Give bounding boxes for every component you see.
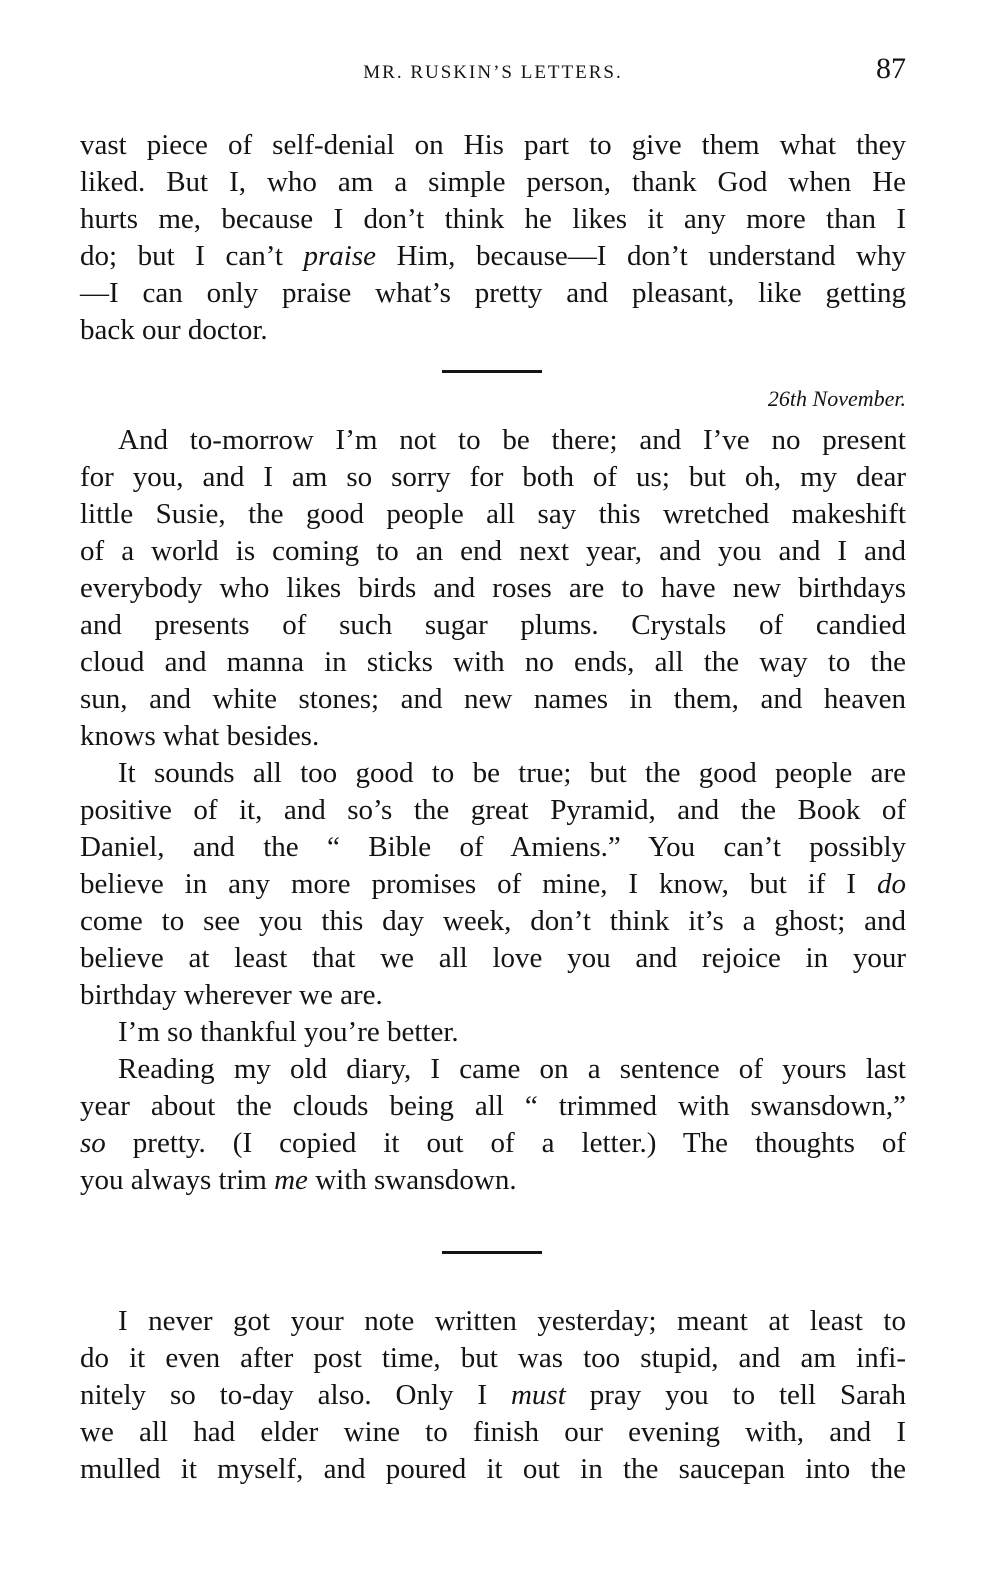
text-line — [80, 238, 906, 275]
text-line: and presents of such sugar plums. Crystals of candied — [80, 609, 906, 641]
text-line — [80, 1125, 906, 1162]
paragraph-continuation — [80, 127, 906, 349]
text-line: little Susie, the good people all say this wretched makeshift — [80, 498, 906, 530]
text-line: cloud and manna in sticks with no ends, all the way to the — [80, 646, 906, 678]
book-page — [80, 0, 906, 1595]
text-run: with swansdown. — [307, 1164, 517, 1196]
text-line: Reading my old diary, I came on a sentence of yours last — [118, 1053, 906, 1085]
text-line: do it even after post time, but was too stupid, and am infi- — [80, 1342, 906, 1374]
text-line — [80, 866, 906, 903]
text-line: we all had elder wine to finish our evening with, and I — [80, 1416, 906, 1448]
text-line: back our doctor. — [80, 314, 268, 346]
text-line: Daniel, and the “ Bible of Amiens.” You can’t possibly — [80, 831, 906, 863]
section-divider — [442, 370, 542, 373]
emphasis: so — [80, 1127, 106, 1159]
text-line: —I can only praise what’s pretty and pleasant, like getting — [80, 277, 906, 309]
text-line: mulled it myself, and poured it out in the saucepan into the — [80, 1453, 906, 1485]
text-line: I never got your note written yesterday; meant at least to — [118, 1305, 906, 1337]
text-line: birthday wherever we are. — [80, 979, 383, 1011]
text-run: believe in any more promises of mine, I know, but if I — [80, 868, 877, 900]
text-line: of a world is coming to an end next year, and you and I and — [80, 535, 906, 567]
text-line: vast piece of self-denial on His part to give them what they — [80, 129, 906, 161]
text-line: for you, and I am so sorry for both of us; but oh, my dear — [80, 461, 906, 493]
text-run: nitely so to-day also. Only I — [80, 1379, 511, 1411]
text-line: believe at least that we all love you and rejoice in your — [80, 942, 906, 974]
letter-body — [80, 1303, 906, 1488]
text-run: pretty. (I copied it out of a letter.) The thoughts of — [105, 1127, 906, 1159]
running-title: MR. RUSKIN’S LETTERS. — [363, 62, 623, 83]
letter-date: 26th November. — [767, 386, 906, 411]
text-line — [80, 1162, 906, 1199]
running-head — [80, 52, 906, 92]
emphasis: must — [510, 1379, 566, 1411]
text-line: I’m so thankful you’re better. — [118, 1016, 459, 1048]
text-line: positive of it, and so’s the great Pyramid, and the Book of — [80, 794, 906, 826]
emphasis: do — [877, 868, 906, 900]
section-divider — [442, 1251, 542, 1254]
text-run: do; but I can’t — [80, 240, 304, 272]
letter-body — [80, 422, 906, 1199]
page-number: 87 — [876, 52, 906, 85]
text-line: knows what besides. — [80, 720, 320, 752]
text-line: hurts me, because I don’t think he likes it any more than I — [80, 203, 906, 235]
text-line: sun, and white stones; and new names in them, and heaven — [80, 683, 906, 715]
text-line: And to-morrow I’m not to be there; and I’ve no present — [118, 424, 906, 456]
emphasis: me — [274, 1164, 308, 1196]
text-line: It sounds all too good to be true; but the good people are — [118, 757, 906, 789]
emphasis: praise — [303, 240, 376, 272]
text-line — [80, 1377, 906, 1414]
text-line: come to see you this day week, don’t think it’s a ghost; and — [80, 905, 906, 937]
text-run: you always trim — [80, 1164, 275, 1196]
text-line: year about the clouds being all “ trimmed with swansdown,” — [80, 1090, 906, 1122]
text-line: liked. But I, who am a simple person, thank God when He — [80, 166, 906, 198]
text-run: Him, because—I don’t understand why — [376, 240, 906, 272]
text-line: everybody who likes birds and roses are to have new birthdays — [80, 572, 906, 604]
text-run: pray you to tell Sarah — [565, 1379, 906, 1411]
